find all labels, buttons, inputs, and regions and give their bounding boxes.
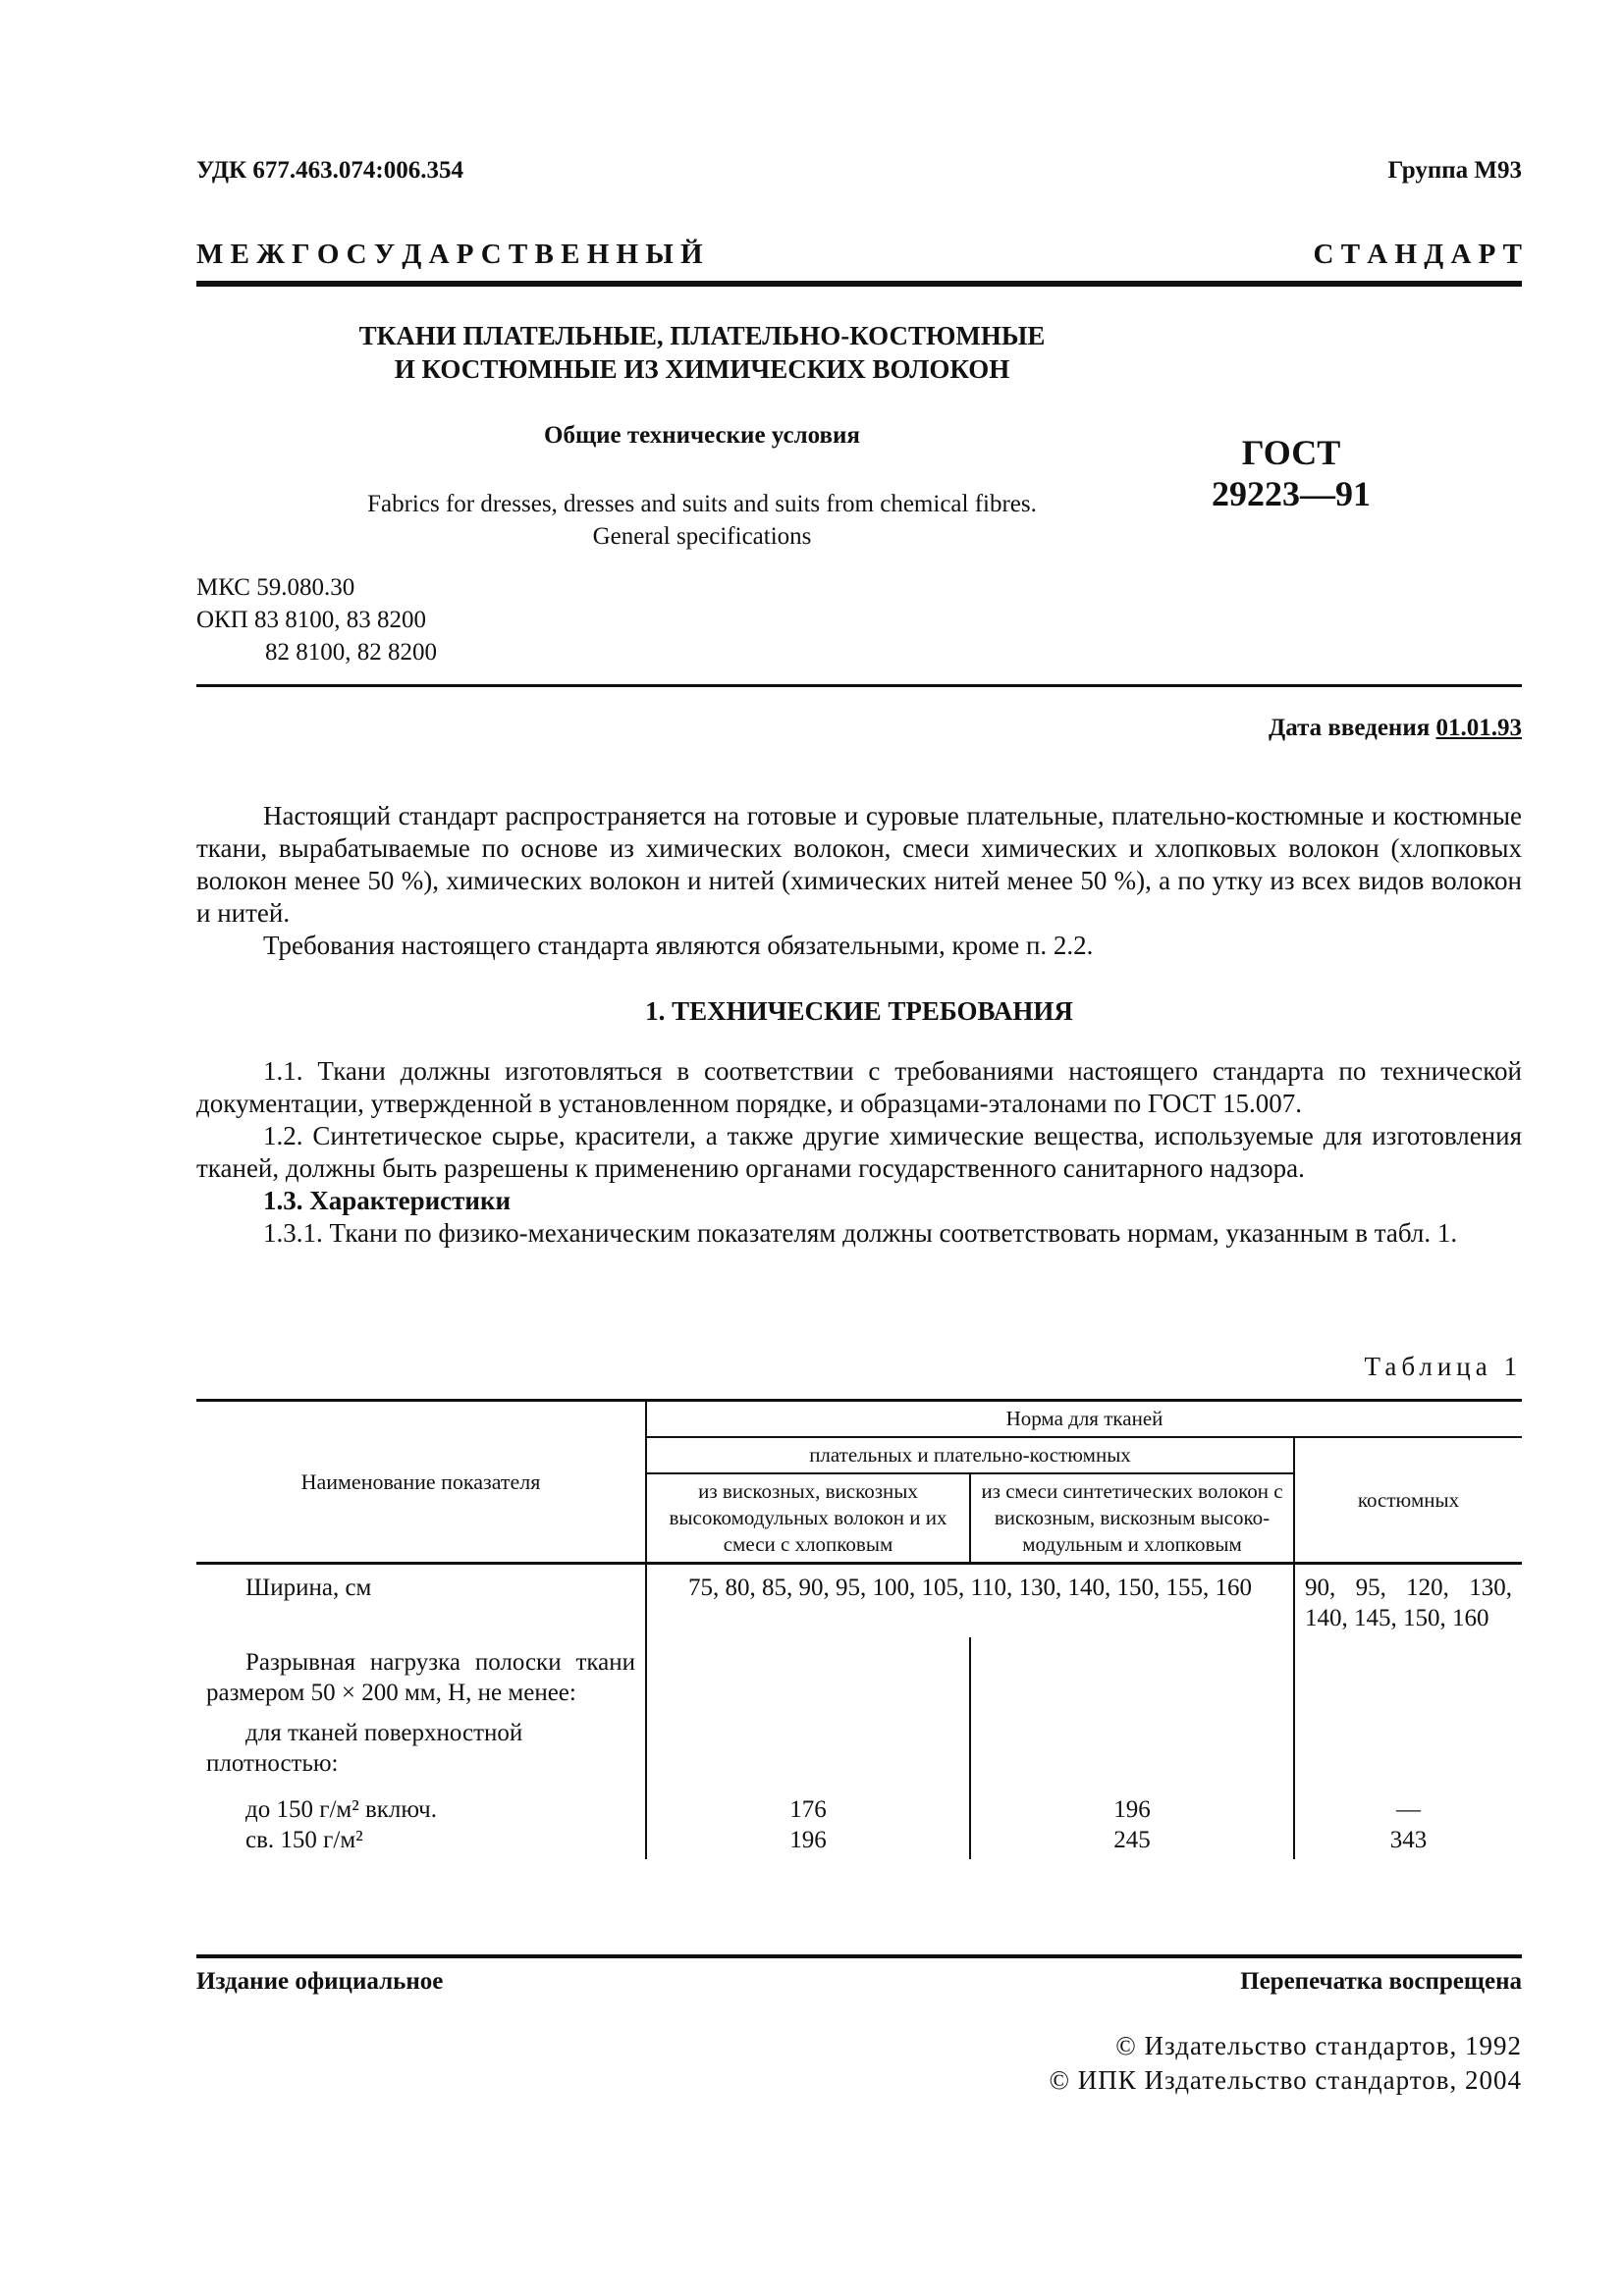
english-title-line-1: Fabrics for dresses, dresses and suits and suits from chemical fibres. bbox=[367, 491, 1037, 517]
standard-type bbox=[196, 239, 1522, 271]
row-b-col2: 245 bbox=[970, 1825, 1294, 1859]
header-viscose: из вискозных, вискозных высокомодульных волокон и их смеси с хлопковым bbox=[646, 1473, 970, 1564]
header-dress: плательных и плательно-костюмных bbox=[646, 1437, 1294, 1473]
date-label: Дата введения bbox=[1269, 715, 1431, 741]
reprint-notice: Перепечатка воспрещена bbox=[1240, 1968, 1522, 1995]
row-density-name: для тканей поверхностной плотностью: bbox=[206, 1720, 523, 1777]
row-width-name: Ширина, см bbox=[245, 1575, 372, 1601]
header-name: Наименование показателя bbox=[196, 1401, 646, 1564]
row-b-col3: 343 bbox=[1294, 1825, 1522, 1859]
classification-codes bbox=[196, 571, 437, 668]
english-title bbox=[196, 488, 1208, 553]
standard-type-word-2: С Т А Н Д А Р Т bbox=[1313, 239, 1522, 270]
gost-number bbox=[1159, 432, 1424, 514]
okp-code-2: 82 8100, 82 8200 bbox=[265, 639, 437, 666]
header-norm: Норма для тканей bbox=[646, 1401, 1522, 1438]
row-width-dress: 75, 80, 85, 90, 95, 100, 105, 110, 130, 140, 150, 155, 160 bbox=[646, 1564, 1294, 1638]
copyright bbox=[1050, 2029, 1523, 2098]
table-row bbox=[196, 1783, 1522, 1825]
okp-code-1: ОКП 83 8100, 83 8200 bbox=[196, 607, 427, 633]
header-suit: костюмных bbox=[1294, 1437, 1522, 1564]
codes-rule bbox=[196, 684, 1522, 687]
row-b-col1: 196 bbox=[646, 1825, 970, 1859]
specs-table bbox=[196, 1399, 1522, 1859]
table-row bbox=[196, 1637, 1522, 1712]
paragraph-1-3-1: 1.3.1. Ткани по физико-механическим показателям должны соответствовать нормам, указанным в табл. 1. bbox=[263, 1218, 1458, 1248]
paragraph-1-1: 1.1. Ткани должны изготовляться в соответствии с требованиями настоящего стандарта по технической документации, утвержденной в установленном порядке, и образцами-эталонами по ГОСТ 15.007. bbox=[196, 1056, 1522, 1118]
intro-paragraph-2: Требования настоящего стандарта являются обязательными, кроме п. 2.2. bbox=[263, 931, 1094, 960]
udk-code: УДК 677.463.074:006.354 bbox=[196, 157, 463, 184]
intro-text bbox=[196, 800, 1522, 962]
intro-paragraph-1: Настоящий стандарт распространяется на готовые и суровые плательные, плательно-костюмные и костюмные ткани, вырабатываемые по основе из химических волокон, смеси химических и хлопковых волокон (хлопковых волокон менее 50 %), химических волокон и нитей (химических нитей менее 50 %), а по утку из всех видов волокон и нитей. bbox=[196, 801, 1522, 928]
row-a-col1: 176 bbox=[646, 1783, 970, 1825]
row-a-col2: 196 bbox=[970, 1783, 1294, 1825]
copyright-2: © ИПК Издательство стандартов, 2004 bbox=[1049, 2065, 1522, 2095]
standard-type-word-1: М Е Ж Г О С У Д А Р С Т В Е Н Н Ы Й bbox=[196, 239, 703, 270]
title-line-1: ТКАНИ ПЛАТЕЛЬНЫЕ, ПЛАТЕЛЬНО-КОСТЮМНЫЕ bbox=[358, 321, 1046, 350]
gost-code: 29223—91 bbox=[1212, 474, 1371, 513]
title-line-2: И КОСТЮМНЫЕ ИЗ ХИМИЧЕСКИХ ВОЛОКОН bbox=[394, 354, 1010, 384]
header-rule bbox=[196, 281, 1522, 287]
document-subtitle: Общие технические условия bbox=[544, 422, 860, 449]
paragraph-1-3: 1.3. Характеристики bbox=[263, 1186, 512, 1215]
mks-code: МКС 59.080.30 bbox=[196, 574, 355, 601]
row-load-name: Разрывная нагрузка полоски ткани размером 50 × 200 мм, Н, не менее: bbox=[206, 1649, 635, 1706]
section-heading: 1. ТЕХНИЧЕСКИЕ ТРЕБОВАНИЯ bbox=[645, 996, 1073, 1026]
table-row bbox=[196, 1712, 1522, 1783]
row-width-suit: 90, 95, 120, 130, 140, 145, 150, 160 bbox=[1294, 1564, 1522, 1638]
copyright-1: © Издательство стандартов, 1992 bbox=[1115, 2031, 1522, 2060]
table-row bbox=[196, 1825, 1522, 1859]
document-title bbox=[196, 319, 1208, 386]
header-synthetic: из смеси синтетических волокон с вискозным, вискозным высоко-модульным и хлопковым bbox=[970, 1473, 1294, 1564]
paragraph-1-2: 1.2. Синтетическое сырье, красители, а также другие химические вещества, используемые для изготовления тканей, должны быть разрешены к применению органами государственного санитарного надзора. bbox=[196, 1121, 1522, 1183]
row-b-name: св. 150 г/м² bbox=[245, 1827, 363, 1853]
introduction-date bbox=[1269, 715, 1522, 742]
official-edition: Издание официальное bbox=[196, 1968, 444, 1995]
date-value: 01.01.93 bbox=[1435, 715, 1522, 741]
english-title-line-2: General specifications bbox=[592, 523, 812, 550]
row-a-name: до 150 г/м² включ. bbox=[245, 1796, 437, 1823]
gost-label: ГОСТ bbox=[1241, 433, 1341, 472]
table-row bbox=[196, 1564, 1522, 1638]
footer-rule bbox=[196, 1954, 1522, 1958]
row-a-col3: — bbox=[1294, 1783, 1522, 1825]
section-text bbox=[196, 1055, 1522, 1250]
group-code: Группа М93 bbox=[1387, 157, 1522, 184]
table-caption: Таблица 1 bbox=[1364, 1352, 1522, 1381]
